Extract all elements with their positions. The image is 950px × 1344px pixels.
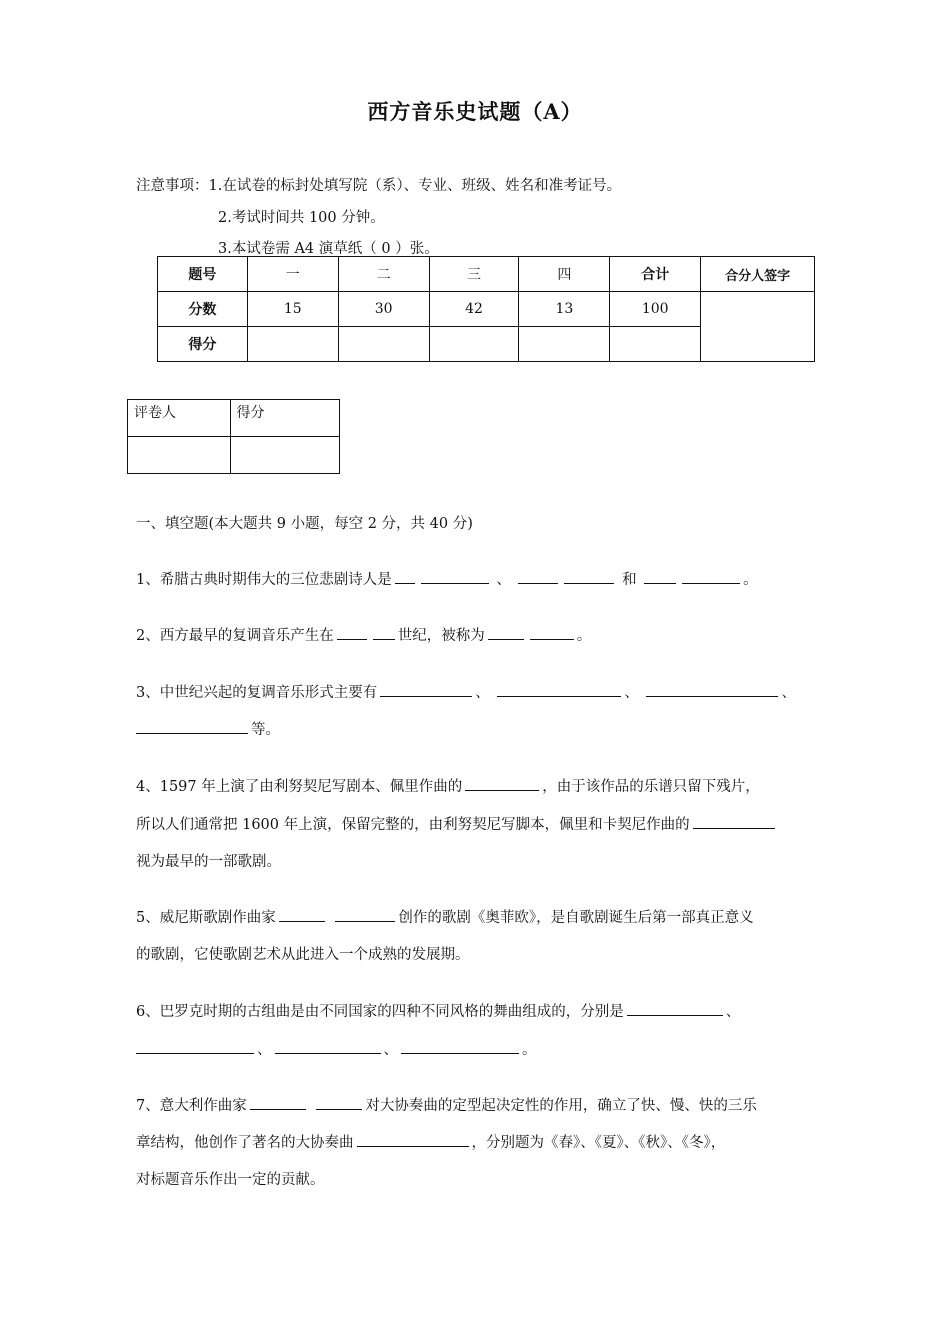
answer-blank[interactable] <box>136 1039 254 1054</box>
question-2: 2、西方最早的复调音乐产生在 世纪，被称为 。 <box>136 624 591 645</box>
points-cell: 30 <box>338 292 429 327</box>
grader-cell[interactable] <box>230 437 339 474</box>
points-cell: 15 <box>247 292 338 327</box>
answer-blank[interactable] <box>250 1095 306 1110</box>
grader-header: 评卷人 <box>128 400 231 437</box>
score-cell[interactable] <box>247 327 338 362</box>
answer-blank[interactable] <box>465 776 539 791</box>
note-item: 1.在试卷的标封处填写院（系）、专业、班级、姓名和准考证号。 <box>208 178 622 194</box>
header-cell: 一 <box>247 257 338 292</box>
signature-cell[interactable] <box>701 292 815 362</box>
header-cell: 合分人签字 <box>701 257 815 292</box>
answer-blank[interactable] <box>279 907 325 922</box>
answer-blank[interactable] <box>401 1039 519 1054</box>
answer-blank[interactable] <box>530 625 574 640</box>
answer-blank[interactable] <box>693 814 775 829</box>
question-5: 5、威尼斯歌剧作曲家 创作的歌剧《奥菲欧》，是自歌剧诞生后第一部真正意义 <box>136 906 754 927</box>
header-cell: 三 <box>429 257 519 292</box>
question-7-line-2: 章结构，他创作了著名的大协奏曲 ，分别题为《春》、《夏》、《秋》、《冬》， <box>136 1131 725 1152</box>
score-cell[interactable] <box>519 327 610 362</box>
answer-blank[interactable] <box>682 569 740 584</box>
header-cell: 合计 <box>610 257 701 292</box>
answer-blank[interactable] <box>564 569 614 584</box>
answer-blank[interactable] <box>421 569 489 584</box>
answer-blank[interactable] <box>335 907 395 922</box>
header-cell: 二 <box>338 257 429 292</box>
question-4: 4、1597 年上演了由利努契尼写剧本、佩里作曲的 ，由于该作品的乐谱只留下残片， <box>136 775 760 796</box>
notes-line-1 <box>136 174 621 195</box>
page-title: 西方音乐史试题（A） <box>367 99 583 124</box>
question-4-line-2: 所以人们通常把 1600 年上演，保留完整的，由利努契尼写脚本，佩里和卡契尼作曲的 <box>136 813 778 834</box>
answer-blank[interactable] <box>357 1132 469 1147</box>
notes-label: 注意事项： <box>136 178 209 194</box>
answer-blank[interactable] <box>646 682 778 697</box>
question-6-line-2: 、 、 。 <box>136 1038 537 1059</box>
question-3-cont: 等。 <box>136 718 280 739</box>
answer-blank[interactable] <box>488 625 524 640</box>
question-4-line-3: 视为最早的一部歌剧。 <box>136 854 281 870</box>
answer-blank[interactable] <box>136 719 248 734</box>
grader-cell[interactable] <box>128 437 231 474</box>
answer-blank[interactable] <box>395 569 415 584</box>
section-heading: 一、填空题(本大题共 9 小题，每空 2 分，共 40 分) <box>136 516 473 532</box>
question-7-line-3: 对标题音乐作出一定的贡献。 <box>136 1172 325 1188</box>
answer-blank[interactable] <box>275 1039 381 1054</box>
answer-blank[interactable] <box>373 625 395 640</box>
answer-blank[interactable] <box>518 569 558 584</box>
answer-blank[interactable] <box>316 1095 362 1110</box>
note-item: 3.本试卷需 A4 演草纸（ 0 ）张。 <box>218 241 439 257</box>
question-7: 7、意大利作曲家 对大协奏曲的定型起决定性的作用，确立了快、慢、快的三乐 <box>136 1094 757 1115</box>
score-cell[interactable] <box>338 327 429 362</box>
row-label: 分数 <box>158 292 248 327</box>
answer-blank[interactable] <box>497 682 621 697</box>
question-1: 1、希腊古典时期伟大的三位悲剧诗人是 、 和 。 <box>136 568 758 589</box>
score-cell[interactable] <box>429 327 519 362</box>
question-5-line-2: 的歌剧，它使歌剧艺术从此进入一个成熟的发展期。 <box>136 947 470 963</box>
points-cell: 13 <box>519 292 610 327</box>
header-cell: 四 <box>519 257 610 292</box>
grader-header: 得分 <box>230 400 339 437</box>
score-cell[interactable] <box>610 327 701 362</box>
score-table <box>157 256 815 362</box>
note-item: 2.考试时间共 100 分钟。 <box>218 210 385 226</box>
points-cell: 42 <box>429 292 519 327</box>
answer-blank[interactable] <box>337 625 367 640</box>
points-cell: 100 <box>610 292 701 327</box>
answer-blank[interactable] <box>627 1001 723 1016</box>
grader-table <box>127 399 340 474</box>
row-label: 得分 <box>158 327 248 362</box>
question-6: 6、巴罗克时期的古组曲是由不同国家的四种不同风格的舞曲组成的，分别是 、 <box>136 1000 740 1021</box>
answer-blank[interactable] <box>380 682 472 697</box>
question-3: 3、中世纪兴起的复调音乐形式主要有 、 、 、 <box>136 681 796 702</box>
answer-blank[interactable] <box>644 569 676 584</box>
header-cell: 题号 <box>158 257 248 292</box>
